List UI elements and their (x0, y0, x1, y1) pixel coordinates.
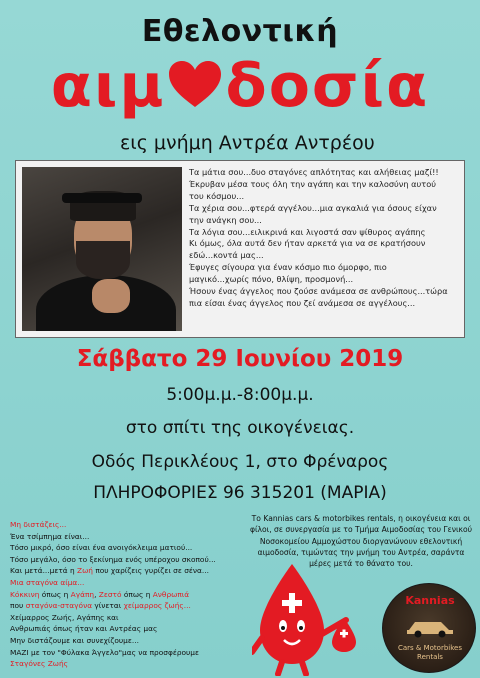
message-line: εδώ...κοντά μας... (189, 250, 264, 261)
blood-drop-mascot-icon (252, 560, 372, 678)
poem-line: ΜΑΖΙ με τον "Φύλακα Άγγελο"μας να προσφέρουμε (10, 647, 200, 657)
logo-brand: Kannias (405, 594, 455, 607)
poem-line: που σταγόνα-σταγόνα γίνεται χείμαρρος ζωής... (10, 601, 191, 611)
title-memory: εις μνήμη Αντρέα Αντρέου (120, 132, 375, 154)
poem-line: Ένα τσίμπημα είναι... (10, 531, 90, 541)
memorial-photo (22, 167, 182, 331)
title-aim: αιμ (50, 51, 166, 121)
event-date: Σάββατο 29 Ιουνίου 2019 (76, 346, 404, 372)
title-line-2 (0, 51, 480, 121)
poem-line: Ανθρωπιάς όπως ήταν και Αντρέας μας (10, 624, 158, 634)
event-address: Οδός Περικλέους 1, στο Φρέναρος (91, 452, 389, 472)
encouragement-poem (10, 519, 242, 670)
organizer-text: Το Kannias cars & motorbikes rentals, η οικογένεια και οι φίλοι, σε συνεργασία με το Τμήμα Αιμοδοσίας του Γενικού Νοσοκομείου Αμμοχώστου διοργανώνουν εθελοντική αιμοδοσία, τιμώντας την μνήμη του Αντρέα, σαράντα μέρες μετά το θάνατο του. (249, 514, 473, 569)
poem-line: Μην διστάζουμε και συνεχίζουμε... (10, 635, 139, 645)
message-line: πια είσαι ένας άγγελος που ζεί ανάμεσα σε αγγέλους... (189, 297, 416, 308)
poem-line: Κόκκινη όπως η Αγάπη, Ζεστό όπως η Ανθρωπιά (10, 589, 190, 599)
event-contact: ΠΛΗΡΟΦΟΡΙΕΣ 96 315201 (ΜΑΡΙΑ) (93, 483, 387, 503)
message-box (15, 160, 465, 338)
heart-icon (167, 57, 223, 121)
car-icon (405, 614, 455, 638)
poem-line: Σταγόνες Ζωής (10, 659, 68, 669)
logo-subtitle: Cars & Motorbikes Rentals (398, 644, 462, 661)
event-place: στο σπίτι της οικογένειας. (125, 418, 355, 438)
event-time: 5:00μ.μ.-8:00μ.μ. (166, 385, 314, 405)
poem-line: Και μετά...μετά η Ζωή που χαρίζεις γυρίζει σε σένα... (10, 566, 209, 576)
poem-line: Τόσο μικρό, όσο είναι ένα ανοιγόκλειμα ματιού... (10, 543, 193, 553)
message-line: του κόσμου... (189, 190, 245, 201)
message-line: μαγικό...χωρίς πόνο, θλίψη, προσμονή... (189, 274, 354, 285)
message-line: Έφυγες σίγουρα για έναν κόσμο πιο όμορφο, πιο (189, 262, 387, 273)
poem-line: Τόσο μεγάλο, όσο το ξεκίνημα ενός υπέροχου σκοπού... (10, 554, 216, 564)
message-line: Κι όμως, όλα αυτά δεν ήταν αρκετά για να σε κρατήσουν (189, 238, 426, 249)
title-line-1: Εθελοντική (141, 14, 339, 49)
poem-line: Μη διστάζεις... (10, 520, 67, 529)
message-line: Τα χέρια σου...φτερά αγγέλου...μια αγκαλιά για όσους είχαν (189, 202, 437, 213)
message-line: Έκρυβαν μέσα τους όλη την αγάπη και την καλοσύνη αυτού (189, 178, 436, 189)
message-line: Ήσουν ένας άγγελος που ζούσε ανάμεσα σε ανθρώπους...τώρα (189, 286, 448, 297)
message-line: Τα λόγια σου...ειλικρινά και λιγοστά σαν ψίθυρος αγάπης (189, 226, 426, 237)
message-line: Τα μάτια σου...δυο σταγόνες απλότητας και αλήθειας μαζί!! (189, 167, 439, 177)
memorial-message (189, 167, 461, 310)
title-dosia: δοσία (225, 51, 430, 121)
poem-line: Χείμαρρος Ζωής, Αγάπης και (10, 612, 119, 622)
message-line: την ανάγκη σου... (189, 214, 262, 225)
kannias-logo (382, 583, 476, 673)
poem-line: Μια σταγόνα αίμα... (10, 577, 85, 587)
